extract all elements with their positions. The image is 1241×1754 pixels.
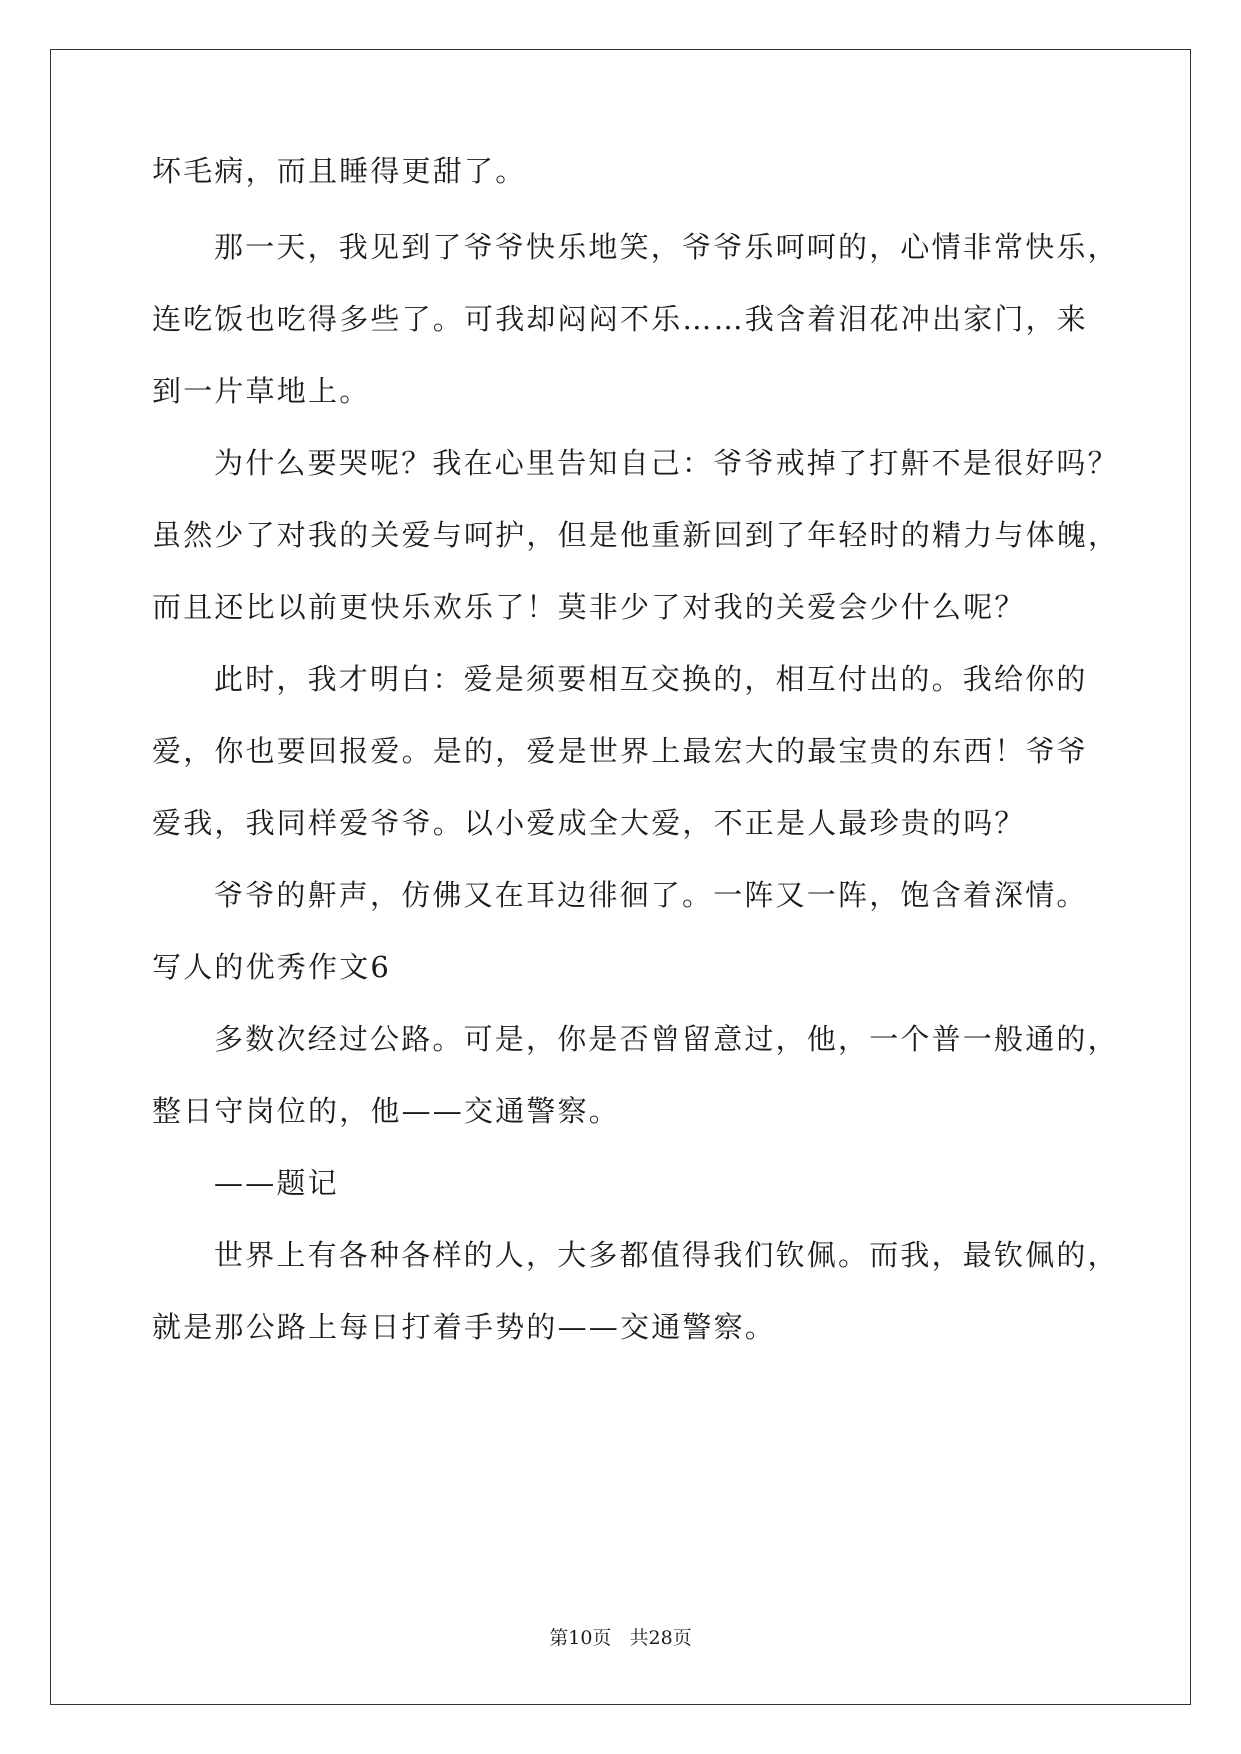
paragraph-start-line: 多数次经过公路。可是，你是否曾留意过，他，一个普一般通的，: [214, 1022, 1119, 1056]
text-line: 坏毛病，而且睡得更甜了。: [152, 154, 527, 188]
text-line: 爱我，我同样爱爷爷。以小爱成全大爱，不正是人最珍贵的吗？: [152, 806, 1026, 840]
text-line: 而且还比以前更快乐欢乐了！莫非少了对我的关爱会少什么呢？: [152, 590, 1026, 624]
text-line: 连吃饭也吃得多些了。可我却闷闷不乐……我含着泪花冲出家门，来: [152, 302, 1089, 336]
paragraph-start-line: 为什么要哭呢？我在心里告知自己：爷爷戒掉了打鼾不是很好吗？: [214, 446, 1119, 480]
paragraph-start-line: 那一天，我见到了爷爷快乐地笑，爷爷乐呵呵的，心情非常快乐，: [214, 230, 1119, 264]
epigraph-attribution: ——题记: [214, 1166, 339, 1200]
section-heading: 写人的优秀作文6: [152, 950, 392, 984]
paragraph-start-line: 世界上有各种各样的人，大多都值得我们钦佩。而我，最钦佩的，: [214, 1238, 1119, 1272]
text-line: 就是那公路上每日打着手势的——交通警察。: [152, 1310, 777, 1344]
text-line: 爱，你也要回报爱。是的，爱是世界上最宏大的最宝贵的东西！爷爷: [152, 734, 1089, 768]
page-number-footer: 第10页 共28页: [549, 1627, 692, 1649]
text-line: 虽然少了对我的关爱与呵护，但是他重新回到了年轻时的精力与体魄，: [152, 518, 1120, 552]
text-line: 整日守岗位的，他——交通警察。: [152, 1094, 621, 1128]
paragraph-start-line: 此时，我才明白：爱是须要相互交换的，相互付出的。我给你的: [214, 662, 1088, 696]
text-line: 到一片草地上。: [152, 374, 371, 408]
paragraph-start-line: 爷爷的鼾声，仿佛又在耳边徘徊了。一阵又一阵，饱含着深情。: [214, 878, 1088, 912]
